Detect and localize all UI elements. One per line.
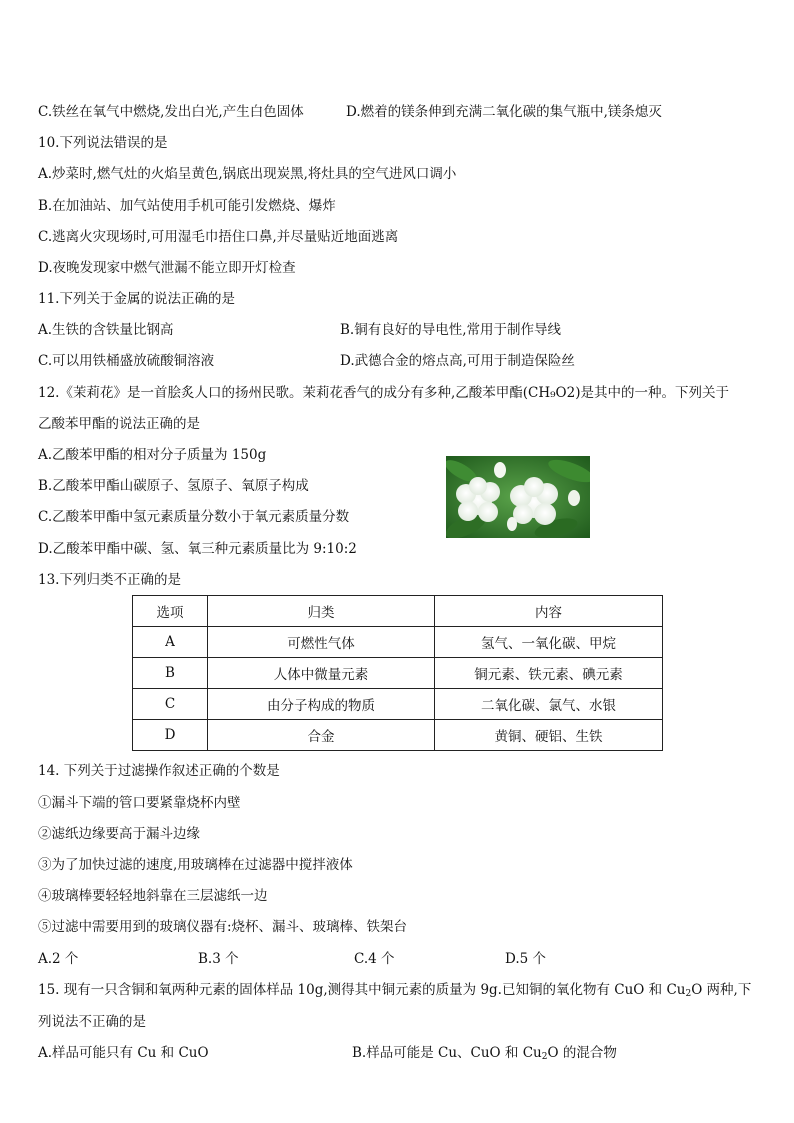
table-cell: B xyxy=(133,658,208,689)
q14-item-1: ①漏斗下端的管口要紧靠烧杯内壁 xyxy=(38,795,241,811)
q14-item-4: ④玻璃棒要轻轻地斜靠在三层滤纸一边 xyxy=(38,888,268,904)
table-row xyxy=(133,658,663,689)
jasmine-flowers-photo xyxy=(446,456,590,538)
subscript-2: 2 xyxy=(541,1052,548,1062)
table-header-cell: 内容 xyxy=(435,596,663,627)
table-header-row xyxy=(133,596,663,627)
q15-option-a: A.样品可能只有 Cu 和 CuO xyxy=(38,1045,209,1061)
q14-item-2: ②滤纸边缘要高于漏斗边缘 xyxy=(38,826,200,842)
table-cell: 二氧化碳、氯气、水银 xyxy=(435,689,663,720)
table-cell: D xyxy=(133,720,208,751)
q10-option-d: D.夜晚发现家中燃气泄漏不能立即开灯检查 xyxy=(38,260,296,276)
q11-stem: 11.下列关于金属的说法正确的是 xyxy=(38,291,235,307)
q11-option-b: B.铜有良好的导电性,常用于制作导线 xyxy=(340,322,562,338)
table-cell: 合金 xyxy=(208,720,435,751)
table-cell: 可燃性气体 xyxy=(208,627,435,658)
q12-option-c: C.乙酸苯甲酯中氢元素质量分数小于氧元素质量分数 xyxy=(38,509,350,525)
table-cell: C xyxy=(133,689,208,720)
table-row xyxy=(133,720,663,751)
subscript-2: 2 xyxy=(685,989,692,999)
q11-option-c: C.可以用铁桶盛放硫酸铜溶液 xyxy=(38,353,215,369)
q12-option-a: A.乙酸苯甲酯的相对分子质量为 150g xyxy=(38,447,267,463)
table-header-cell: 选项 xyxy=(133,596,208,627)
q14-option-d: D.5 个 xyxy=(505,951,547,967)
q14-option-c: C.4 个 xyxy=(354,951,395,967)
q10-option-a: A.炒菜时,燃气灶的火焰呈黄色,锅底出现炭黑,将灶具的空气进风口调小 xyxy=(38,166,457,182)
table-row xyxy=(133,627,663,658)
q12-option-d: D.乙酸苯甲酯中碳、氢、氧三种元素质量比为 9:10:2 xyxy=(38,541,357,557)
q9-option-c: C.铁丝在氧气中燃烧,发出白光,产生白色固体 xyxy=(38,104,304,120)
q14-stem: 14. 下列关于过滤操作叙述正确的个数是 xyxy=(38,763,280,779)
q9-option-d: D.燃着的镁条伸到充满二氧化碳的集气瓶中,镁条熄灭 xyxy=(346,104,662,120)
table-cell: 由分子构成的物质 xyxy=(208,689,435,720)
q11-option-a: A.生铁的含铁量比钢高 xyxy=(38,322,174,338)
q15-option-b-text-b: O 的混合物 xyxy=(547,1045,617,1061)
q15-option-b xyxy=(352,1044,617,1062)
q10-option-c: C.逃离火灾现场时,可用湿毛巾捂住口鼻,并尽量贴近地面逃离 xyxy=(38,229,399,245)
q15-stem-text-a: 15. 现有一只含铜和氧两种元素的固体样品 10g,测得其中铜元素的质量为 9g.已知铜的氧化物有 CuO 和 Cu xyxy=(38,982,686,998)
q12-stem-line1: 12.《茉莉花》是一首脍炙人口的扬州民歌。茉莉花香气的成分有多种,乙酸苯甲酯(CH₉O2)是其中的一种。下列关于 xyxy=(38,385,729,401)
table-cell: 黄铜、硬铝、生铁 xyxy=(435,720,663,751)
q15-stem-line2: 列说法不正确的是 xyxy=(38,1014,146,1030)
q11-option-d: D.武德合金的熔点高,可用于制造保险丝 xyxy=(340,353,575,369)
q15-option-b-text-a: B.样品可能是 Cu、CuO 和 Cu xyxy=(352,1045,542,1061)
q15-stem-text-b: O 两种,下 xyxy=(691,982,752,998)
q13-stem: 13.下列归类不正确的是 xyxy=(38,572,181,588)
q15-stem-line1 xyxy=(38,981,751,999)
q10-stem: 10.下列说法错误的是 xyxy=(38,135,168,151)
table-header-cell: 归类 xyxy=(208,596,435,627)
q14-option-a: A.2 个 xyxy=(38,951,79,967)
table-cell: 铜元素、铁元素、碘元素 xyxy=(435,658,663,689)
q12-stem-line2: 乙酸苯甲酯的说法正确的是 xyxy=(38,416,200,432)
q14-item-5: ⑤过滤中需要用到的玻璃仪器有:烧杯、漏斗、玻璃棒、铁架台 xyxy=(38,919,408,935)
table-row xyxy=(133,689,663,720)
q12-option-b: B.乙酸苯甲酯山碳原子、氢原子、氧原子构成 xyxy=(38,478,309,494)
table-cell: 人体中微量元素 xyxy=(208,658,435,689)
classification-table xyxy=(132,595,663,751)
q10-option-b: B.在加油站、加气站使用手机可能引发燃烧、爆炸 xyxy=(38,198,336,214)
table-cell: 氢气、一氧化碳、甲烷 xyxy=(435,627,663,658)
q14-option-b: B.3 个 xyxy=(198,951,239,967)
q14-item-3: ③为了加快过滤的速度,用玻璃棒在过滤器中搅拌液体 xyxy=(38,857,353,873)
table-cell: A xyxy=(133,627,208,658)
